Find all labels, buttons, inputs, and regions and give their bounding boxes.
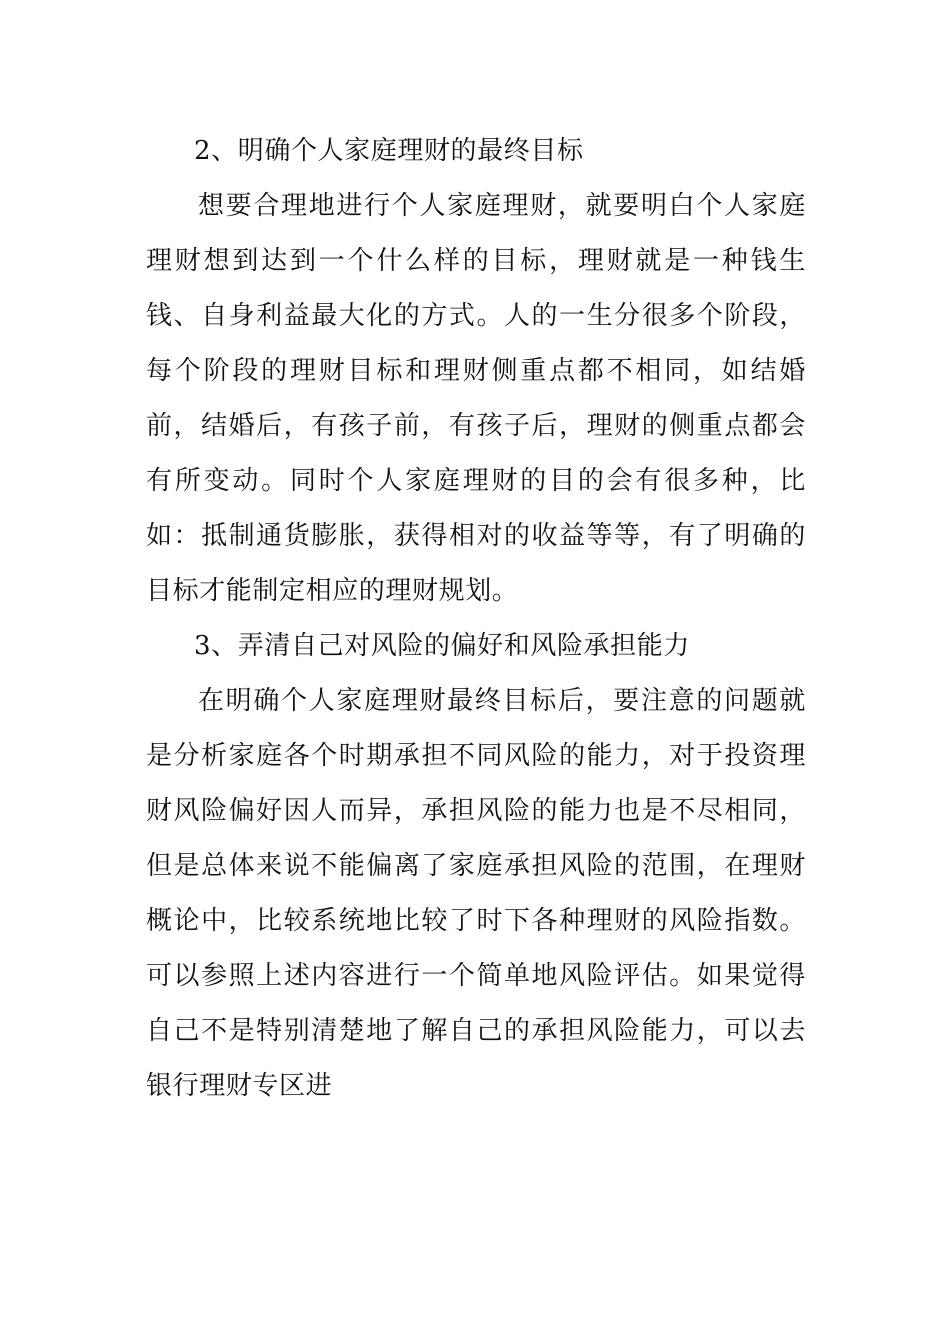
body-paragraph-2: 在明确个人家庭理财最终目标后，要注意的问题就是分析家庭各个时期承担不同风险的能力，对于投资理财风险偏好因人而异，承担风险的能力也是不尽相同，但是总体来说不能偏离了家庭承担风险的范围，在理财概论中，比较系统地比较了时下各种理财的风险指数。可以参照上述内容进行一个简单地风险评估。如果觉得自己不是特别清楚地了解自己的承担风险能力，可以去银行理财专区进 — [146, 686, 806, 1101]
section-heading-3: 3、弄清自己对风险的偏好和风险承担能力 — [194, 631, 690, 661]
document-body — [146, 124, 806, 1114]
section-heading-2: 2、明确个人家庭理财的最终目标 — [194, 136, 584, 166]
body-paragraph-1: 想要合理地进行个人家庭理财，就要明白个人家庭理财想到达到一个什么样的目标，理财就是一种钱生钱、自身利益最大化的方式。人的一生分很多个阶段，每个阶段的理财目标和理财侧重点都不相同，如结婚前，结婚后，有孩子前，有孩子后，理财的侧重点都会有所变动。同时个人家庭理财的目的会有很多种，比如：抵制通货膨胀，获得相对的收益等等，有了明确的目标才能制定相应的理财规划。 — [146, 191, 806, 606]
